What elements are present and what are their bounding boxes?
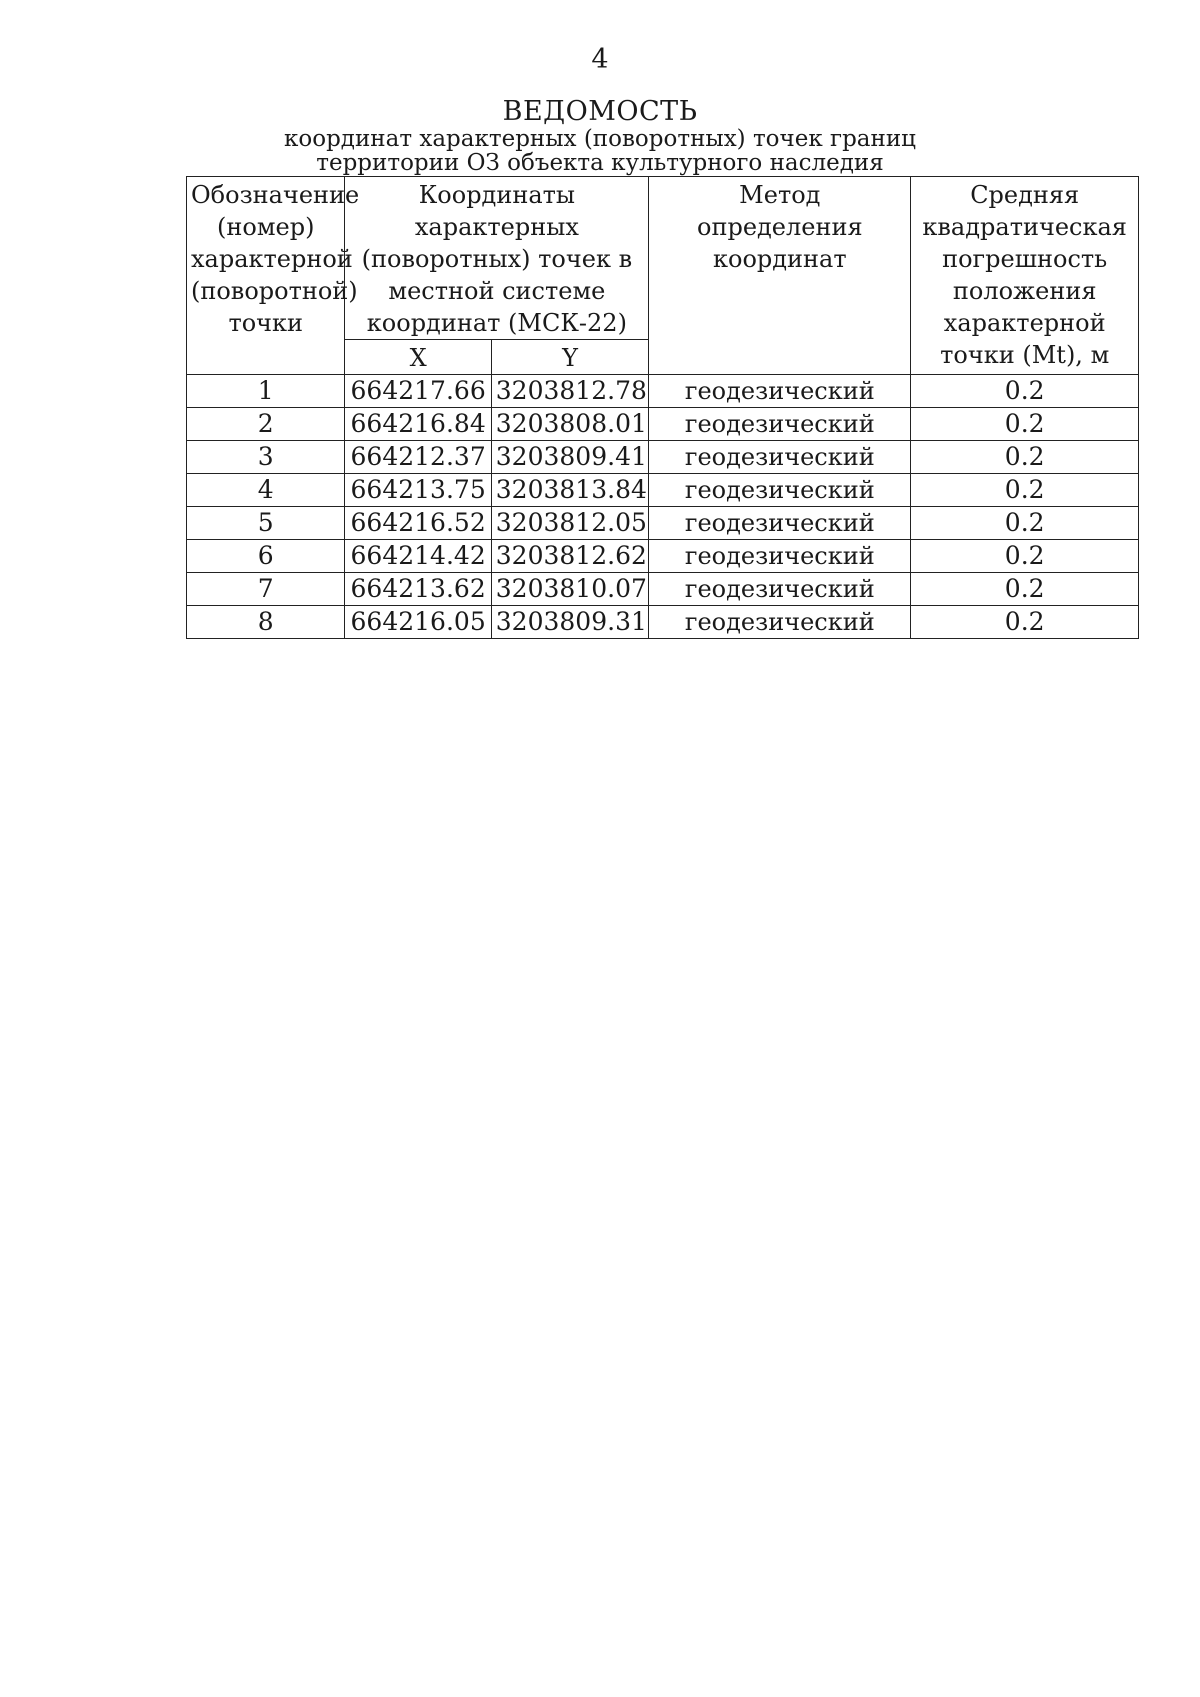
table-row bbox=[187, 375, 1139, 408]
y-coordinate-cell: 3203809.31 bbox=[491, 606, 648, 639]
x-coordinate-cell: 664217.66 bbox=[345, 375, 491, 408]
y-coordinate-cell: 3203812.62 bbox=[491, 540, 648, 573]
table-row bbox=[187, 606, 1139, 639]
table-row bbox=[187, 540, 1139, 573]
point-number-cell: 2 bbox=[187, 408, 345, 441]
method-cell: геодезический bbox=[649, 474, 911, 507]
table-header-row bbox=[187, 177, 1139, 340]
mean-error-cell: 0.2 bbox=[911, 606, 1139, 639]
method-cell: геодезический bbox=[649, 507, 911, 540]
x-coordinate-cell: 664212.37 bbox=[345, 441, 491, 474]
header-method: Метод определения координат bbox=[649, 177, 911, 375]
table-row bbox=[187, 441, 1139, 474]
y-coordinate-cell: 3203812.78 bbox=[491, 375, 648, 408]
method-cell: геодезический bbox=[649, 441, 911, 474]
header-mean-error: Средняя квадратическая погрешность положения характерной точки (Mt), м bbox=[911, 177, 1139, 375]
point-number-cell: 3 bbox=[187, 441, 345, 474]
point-number-cell: 5 bbox=[187, 507, 345, 540]
mean-error-cell: 0.2 bbox=[911, 375, 1139, 408]
table-row bbox=[187, 474, 1139, 507]
mean-error-cell: 0.2 bbox=[911, 507, 1139, 540]
x-coordinate-cell: 664216.52 bbox=[345, 507, 491, 540]
table-row bbox=[187, 573, 1139, 606]
mean-error-cell: 0.2 bbox=[911, 474, 1139, 507]
point-number-cell: 1 bbox=[187, 375, 345, 408]
mean-error-cell: 0.2 bbox=[911, 441, 1139, 474]
method-cell: геодезический bbox=[649, 375, 911, 408]
table-row bbox=[187, 507, 1139, 540]
y-coordinate-cell: 3203810.07 bbox=[491, 573, 648, 606]
document-subtitle-line-1: координат характерных (поворотных) точек границ bbox=[284, 126, 916, 152]
method-cell: геодезический bbox=[649, 573, 911, 606]
document-subtitle-line-2: территории ОЗ объекта культурного наследия bbox=[316, 150, 884, 176]
method-cell: геодезический bbox=[649, 540, 911, 573]
point-number-cell: 4 bbox=[187, 474, 345, 507]
table-row bbox=[187, 408, 1139, 441]
mean-error-cell: 0.2 bbox=[911, 408, 1139, 441]
document-title: ВЕДОМОСТЬ bbox=[502, 96, 698, 127]
y-coordinate-cell: 3203809.41 bbox=[491, 441, 648, 474]
point-number-cell: 6 bbox=[187, 540, 345, 573]
x-coordinate-cell: 664216.84 bbox=[345, 408, 491, 441]
point-number-cell: 8 bbox=[187, 606, 345, 639]
page-number: 4 bbox=[591, 44, 609, 75]
y-coordinate-cell: 3203813.84 bbox=[491, 474, 648, 507]
header-point-number: Обозначение (номер) характерной (поворотной) точки bbox=[187, 177, 345, 375]
x-coordinate-cell: 664214.42 bbox=[345, 540, 491, 573]
header-x: X bbox=[345, 340, 491, 375]
x-coordinate-cell: 664216.05 bbox=[345, 606, 491, 639]
mean-error-cell: 0.2 bbox=[911, 573, 1139, 606]
header-y: Y bbox=[491, 340, 648, 375]
y-coordinate-cell: 3203808.01 bbox=[491, 408, 648, 441]
x-coordinate-cell: 664213.62 bbox=[345, 573, 491, 606]
mean-error-cell: 0.2 bbox=[911, 540, 1139, 573]
point-number-cell: 7 bbox=[187, 573, 345, 606]
coordinates-table bbox=[186, 176, 1139, 639]
method-cell: геодезический bbox=[649, 606, 911, 639]
y-coordinate-cell: 3203812.05 bbox=[491, 507, 648, 540]
method-cell: геодезический bbox=[649, 408, 911, 441]
table-body bbox=[187, 375, 1139, 639]
header-coordinates: Координаты характерных (поворотных) точек в местной системе координат (МСК-22) bbox=[345, 177, 649, 340]
x-coordinate-cell: 664213.75 bbox=[345, 474, 491, 507]
